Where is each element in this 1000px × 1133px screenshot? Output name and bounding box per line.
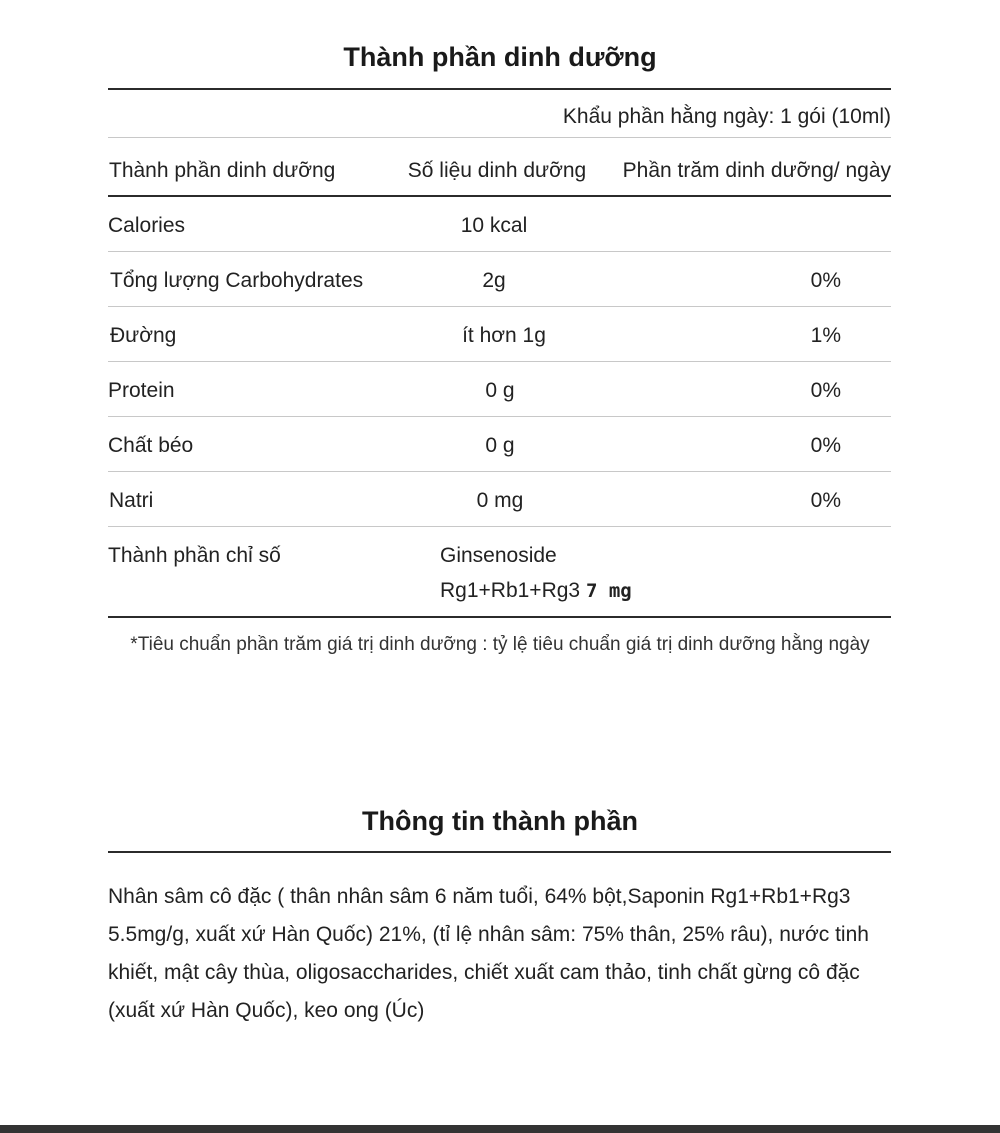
index-row-value: 7 mg	[585, 580, 632, 602]
divider	[108, 416, 891, 417]
row-name: Protein	[108, 379, 175, 402]
ingredients-title: Thông tin thành phần	[362, 806, 638, 836]
divider	[108, 251, 891, 252]
row-percent: 0%	[810, 379, 841, 402]
row-name: Natri	[109, 489, 154, 512]
ingredients-rule	[108, 851, 891, 853]
divider	[108, 137, 891, 138]
row-percent: 0%	[810, 489, 841, 512]
ingredients-text: Nhân sâm cô đặc ( thân nhân sâm 6 năm tuổi, 64% bột,Saponin Rg1+Rb1+Rg3 5.5mg/g, xuất xứ Hàn Quốc) 21%, (tỉ lệ nhân sâm: 75% thân, 25% râu), nước tinh khiết, mật cây thùa, oligosaccharides, chiết xuất cam thảo, tinh chất gừng cô đặc (xuất xứ Hàn Quốc), keo ong (Úc)	[108, 885, 869, 1022]
bottom-bar	[0, 1125, 1000, 1133]
row-amount: 0 g	[485, 379, 515, 402]
row-percent: 0%	[810, 269, 841, 292]
divider	[108, 306, 891, 307]
header-amount: Số liệu dinh dưỡng	[407, 159, 587, 182]
row-name: Calories	[108, 214, 186, 237]
index-row-compound: Rg1+Rb1+Rg3	[440, 579, 581, 602]
row-amount: 2g	[482, 269, 506, 292]
row-amount: 0 mg	[476, 489, 524, 512]
table-top-rule	[108, 88, 891, 90]
divider	[108, 471, 891, 472]
row-name: Tổng lượng Carbohydrates	[110, 269, 364, 292]
header-percent: Phần trăm dinh dưỡng/ ngày	[622, 159, 891, 182]
nutrition-title: Thành phần dinh dưỡng	[343, 42, 657, 72]
row-amount: ít hơn 1g	[462, 324, 546, 347]
row-amount: 10 kcal	[460, 214, 528, 237]
index-row-line1: Ginsenoside	[440, 544, 557, 567]
divider	[108, 526, 891, 527]
index-row-line2	[440, 578, 632, 604]
footnote: *Tiêu chuẩn phần trăm giá trị dinh dưỡng : tỷ lệ tiêu chuẩn giá trị dinh dưỡng hằng ngày	[130, 634, 870, 655]
row-name: Chất béo	[108, 434, 194, 457]
header-rule	[108, 195, 891, 197]
row-percent: 1%	[810, 324, 841, 347]
index-row-name: Thành phần chỉ số	[108, 544, 281, 567]
row-name: Đường	[110, 324, 177, 347]
header-name: Thành phần dinh dưỡng	[109, 159, 336, 182]
divider	[108, 361, 891, 362]
row-amount: 0 g	[485, 434, 515, 457]
row-percent: 0%	[810, 434, 841, 457]
table-bottom-rule	[108, 616, 891, 618]
serving-size: Khẩu phần hằng ngày: 1 gói (10ml)	[562, 105, 891, 128]
